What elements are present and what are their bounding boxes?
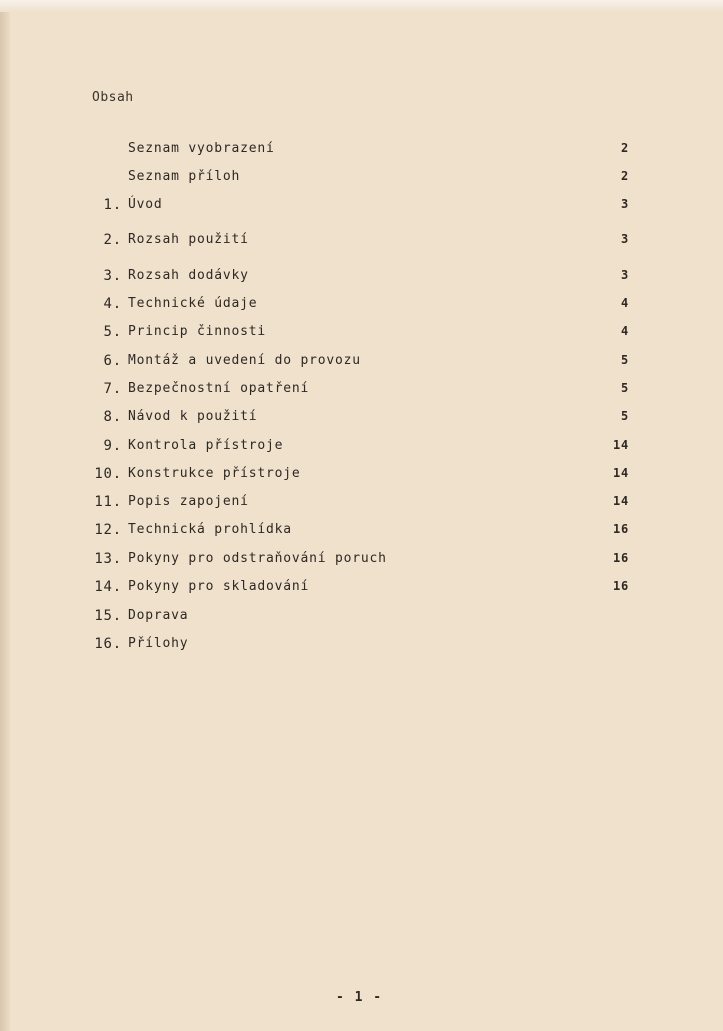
toc-entry bbox=[0, 466, 723, 486]
toc-entry-page: 5 bbox=[620, 381, 629, 395]
toc-entry-page: 2 bbox=[620, 141, 629, 155]
toc-entry-number: 16. bbox=[94, 636, 122, 652]
toc-entry-title: Technická prohlídka bbox=[128, 522, 292, 537]
toc-entry-title: Úvod bbox=[128, 197, 163, 212]
toc-entry-title: Doprava bbox=[128, 608, 189, 623]
toc-entry-title: Bezpečnostní opatření bbox=[128, 381, 310, 396]
toc-entry-number: 8. bbox=[103, 409, 122, 425]
toc-entry-title: Rozsah použití bbox=[128, 232, 249, 247]
toc-entry-page: 14 bbox=[612, 438, 629, 452]
toc-entry bbox=[0, 141, 723, 161]
toc-entry bbox=[0, 353, 723, 373]
toc-entry bbox=[0, 169, 723, 189]
toc-entry bbox=[0, 324, 723, 344]
toc-entry-title: Pokyny pro skladování bbox=[128, 579, 310, 594]
toc-entry-page: 3 bbox=[620, 232, 629, 246]
toc-entry-title: Seznam příloh bbox=[128, 169, 241, 184]
toc-entry-title: Technické údaje bbox=[128, 296, 258, 311]
toc-entry-page: 4 bbox=[620, 296, 629, 310]
toc-entry-page: 14 bbox=[612, 466, 629, 480]
toc-entry bbox=[0, 579, 723, 599]
toc-entry bbox=[0, 522, 723, 542]
toc-entry bbox=[0, 409, 723, 429]
toc-entry bbox=[0, 197, 723, 217]
toc-entry bbox=[0, 381, 723, 401]
toc-entry-title: Seznam vyobrazení bbox=[128, 141, 275, 156]
toc-entry-number: 3. bbox=[103, 268, 122, 284]
toc-entry bbox=[0, 494, 723, 514]
toc-entry-page: 4 bbox=[620, 324, 629, 338]
toc-entry-number: 7. bbox=[103, 381, 122, 397]
toc-entry-title: Konstrukce přístroje bbox=[128, 466, 301, 481]
toc-entry bbox=[0, 608, 723, 628]
toc-entry-page: 16 bbox=[612, 579, 629, 593]
toc-entry-title: Pokyny pro odstraňování poruch bbox=[128, 551, 387, 566]
toc-entry-number: 12. bbox=[94, 522, 122, 538]
toc-entry bbox=[0, 438, 723, 458]
toc-entry-page: 3 bbox=[620, 268, 629, 282]
toc-entry-page: 5 bbox=[620, 409, 629, 423]
toc-entry bbox=[0, 636, 723, 656]
toc-entry bbox=[0, 296, 723, 316]
toc-entry-number: 5. bbox=[103, 324, 122, 340]
toc-entry-title: Popis zapojení bbox=[128, 494, 249, 509]
toc-entry-number: 2. bbox=[103, 232, 122, 248]
toc-entry bbox=[0, 551, 723, 571]
toc-entry-page: 5 bbox=[620, 353, 629, 367]
toc-entry-page: 14 bbox=[612, 494, 629, 508]
toc-entry-title: Návod k použití bbox=[128, 409, 258, 424]
toc-entry-title: Přílohy bbox=[128, 636, 189, 651]
toc-entry bbox=[0, 268, 723, 288]
toc-entry-title: Montáž a uvedení do provozu bbox=[128, 353, 361, 368]
toc-entry-title: Princip činnosti bbox=[128, 324, 267, 339]
toc-entry bbox=[0, 232, 723, 252]
toc-entry-number: 6. bbox=[103, 353, 122, 369]
toc-entry-page: 2 bbox=[620, 169, 629, 183]
toc-entry-title: Kontrola přístroje bbox=[128, 438, 284, 453]
toc-entry-number: 14. bbox=[94, 579, 122, 595]
toc-entry-page: 16 bbox=[612, 551, 629, 565]
toc-heading: Obsah bbox=[92, 90, 134, 105]
toc-entry-page: 3 bbox=[620, 197, 629, 211]
toc-entry-page: 16 bbox=[612, 522, 629, 536]
toc-entry-number: 11. bbox=[94, 494, 122, 510]
toc-entry-title: Rozsah dodávky bbox=[128, 268, 249, 283]
toc-entry-number: 10. bbox=[94, 466, 122, 482]
toc-entry-number: 13. bbox=[94, 551, 122, 567]
page-number-footer: - 1 - bbox=[336, 990, 383, 1005]
toc-entry-number: 9. bbox=[103, 438, 122, 454]
page-top-edge bbox=[0, 0, 723, 12]
toc-entry-number: 4. bbox=[103, 296, 122, 312]
toc-entry-number: 1. bbox=[103, 197, 122, 213]
toc-entry-number: 15. bbox=[94, 608, 122, 624]
